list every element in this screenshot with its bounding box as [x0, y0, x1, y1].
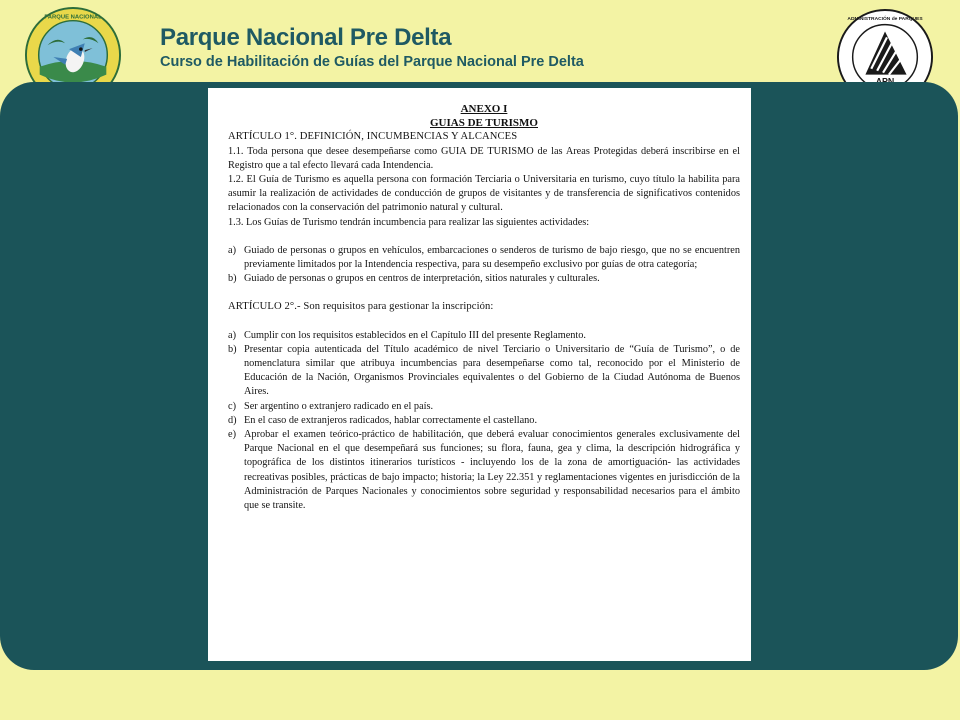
list-item-label: a): [228, 329, 236, 341]
svg-text:PARQUE NACIONAL: PARQUE NACIONAL: [44, 14, 102, 21]
article-2-heading: ARTÍCULO 2°.- Son requisitos para gestionar la inscripción:: [228, 301, 494, 313]
svg-text:ADMINISTRACIÓN de PARQUES: ADMINISTRACIÓN de PARQUES: [847, 16, 923, 22]
list-item-label: b): [228, 343, 237, 355]
paragraph-1-1: 1.1. Toda persona que desee desempeñarse como GUIA DE TURISMO de las Areas Protegidas deberá inscribirse en el Registro que a tal efecto llevará cada Intendencia.: [228, 145, 740, 171]
list-item-label: a): [228, 244, 236, 256]
list-item: [228, 428, 740, 513]
list-item-text: Ser argentino o extranjero radicado en el país.: [244, 400, 434, 412]
list-item: [228, 400, 740, 414]
page-title: Parque Nacional Pre Delta: [160, 24, 452, 51]
list-item: [228, 414, 740, 428]
section-title: GUIAS DE TURISMO: [430, 117, 538, 130]
list-item-text: Cumplir con los requisitos establecidos en el Capítulo III del presente Reglamento.: [244, 329, 587, 341]
paragraph-1-2: 1.2. El Guía de Turismo es aquella persona con formación Terciaria o Universitaria en turismo, cuyo título la habilita para asumir la realización de actividades de conducción de grupos de visitantes y de transferencia de significativos contenidos relacionados con la conservación del patrimonio natural y cultural.: [228, 174, 740, 214]
paragraph-1-3: 1.3. Los Guías de Turismo tendrán incumbencia para realizar las siguientes actividades:: [228, 216, 590, 228]
list-item-text: Presentar copia autenticada del Título académico de nivel Terciario o Universitario de “Guía de Turismo”, o de nomenclatura similar que atribuya incumbencias para desempeñarse como tal, reconocido por el Ministerio de Educación de la Nación, Organismos Provinciales equivalentes o del Gobierno de la Ciudad Autónoma de Buenos Aires.: [244, 343, 740, 398]
list-item-label: b): [228, 273, 237, 285]
list-item-label: d): [228, 414, 237, 426]
list-item-label: e): [228, 429, 236, 441]
annex-title: ANEXO I: [460, 103, 508, 115]
list-item: [228, 343, 740, 400]
page-subtitle: Curso de Habilitación de Guías del Parque Nacional Pre Delta: [160, 54, 584, 70]
list-item-text: En el caso de extranjeros radicados, hablar correctamente el castellano.: [244, 414, 538, 426]
list-item-text: Guiado de personas o grupos en centros de interpretación, sitios naturales y culturales.: [244, 273, 600, 285]
list-item: [228, 329, 740, 343]
list-item-text: Aprobar el examen teórico-práctico de habilitación, que deberá evaluar conocimientos generales exclusivamente del Parque Nacional en el que desempeñará sus funciones; su flora, fauna, gea y clima, la descripción hidrográfica y topográfica de los distintos itinerarios turísticos - incluyendo los de la zona de amortiguación- las actividades recreativas posibles, prácticas de bajo impacto; historia; la Ley 22.351 y reglamentaciones vigentes en jurisdicción de la Administración de Parques Nacionales y conocimientos sobre seguridad y responsabilidad necesarios para el ámbito que se transite.: [244, 429, 740, 512]
list-item-label: c): [228, 400, 236, 412]
document-page: [208, 88, 751, 661]
list-item: [228, 272, 740, 286]
article-1-heading: ARTÍCULO 1°. DEFINICIÓN, INCUMBENCIAS Y ALCANCES: [228, 131, 518, 143]
list-item: [228, 244, 740, 272]
document-body: [228, 102, 740, 513]
list-item-text: Guiado de personas o grupos en vehículos, embarcaciones o senderos de turismo de bajo riesgo, que no se encuentren previamente limitados por la Intendencia respectiva, para su desempeño exclusivo por guías de otra categoría;: [244, 244, 740, 271]
